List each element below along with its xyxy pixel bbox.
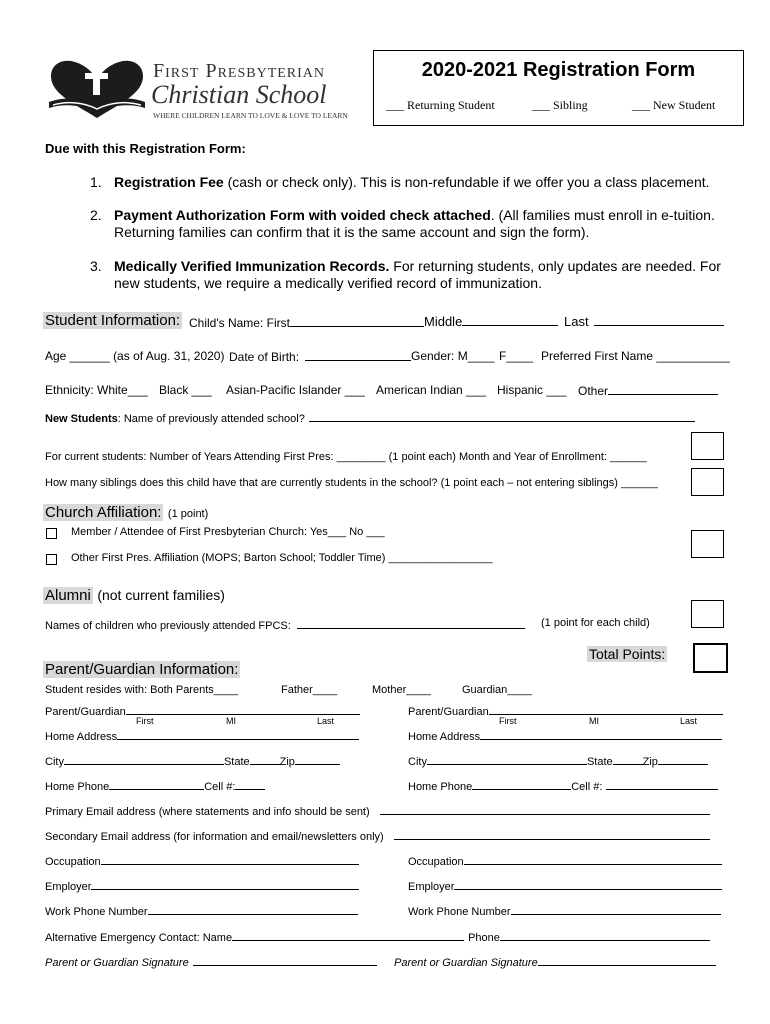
form-title: 2020-2021 Registration Form [421, 59, 696, 81]
ethnicity-white-field[interactable]: Ethnicity: White___ [45, 383, 148, 397]
parent2-name-field[interactable] [408, 703, 723, 718]
form-title-box [373, 50, 744, 126]
parent1-work-phone-field[interactable] [45, 903, 358, 918]
total-points-box[interactable] [693, 643, 728, 673]
ethnicity-other-field[interactable] [578, 383, 718, 398]
due-item-3 [90, 258, 730, 292]
due-item-text: (cash or check only). This is non-refundable if we offer you a class placement. [223, 174, 710, 190]
parent1-name-label: Parent/Guardian [45, 706, 126, 718]
childs-name-label: Child's Name: First [189, 316, 290, 330]
student-info-heading: Student Information: [45, 312, 181, 329]
parent1-occupation-field[interactable] [45, 853, 359, 868]
previous-school-label: : Name of previously attended school? [117, 413, 305, 425]
state-label: State [586, 756, 613, 768]
secondary-email-field[interactable] [45, 828, 710, 843]
parent1-signature-field[interactable] [45, 954, 377, 969]
parent1-employer-field[interactable] [45, 878, 359, 893]
due-item-2 [90, 207, 730, 241]
points-box-church[interactable] [691, 530, 724, 558]
alumni-names-label: Names of children who previously attended FPCS: [45, 620, 291, 632]
state-label: State [223, 756, 250, 768]
parent2-mi-hint: MI [589, 716, 599, 726]
previous-school-field[interactable] [45, 410, 695, 425]
heart-book-cross-icon [45, 58, 149, 124]
parent1-phones-field[interactable] [45, 778, 265, 793]
age-field[interactable]: Age ______ (as of Aug. 31, 2020) [45, 349, 225, 363]
parent2-first-hint: First [499, 716, 517, 726]
middle-label: Middle [424, 314, 463, 329]
preferred-name-field[interactable]: Preferred First Name ___________ [541, 349, 730, 363]
parent2-home-address-field[interactable] [408, 728, 722, 743]
primary-email-field[interactable] [45, 803, 710, 818]
work-phone-label: Work Phone Number [45, 906, 148, 918]
childs-name-first-field[interactable] [189, 315, 424, 330]
due-item-text: . (All families must enroll in e-tuition. Returning families can confirm that it is the same account and sign the form). [114, 207, 715, 240]
parent1-home-address-field[interactable] [45, 728, 359, 743]
resides-father-field[interactable]: Father____ [281, 684, 338, 696]
zip-label: Zip [642, 756, 658, 768]
parent1-name-field[interactable] [45, 703, 360, 718]
total-points-label: Total Points: [589, 646, 666, 662]
member-attendee-text: Member / Attendee of First Presbyterian Church: Yes___ No ___ [71, 526, 385, 538]
due-item-number: 2. [90, 207, 102, 223]
due-item-bold: Payment Authorization Form with voided check attached [114, 207, 491, 223]
work-phone-label: Work Phone Number [408, 906, 511, 918]
city-label: City [45, 756, 64, 768]
alumni-heading: Alumni [45, 587, 91, 604]
due-item-number: 3. [90, 258, 102, 274]
sibling-option[interactable]: ___ Sibling [532, 98, 588, 112]
occupation-label: Occupation [45, 856, 101, 868]
points-box-alumni[interactable] [691, 600, 724, 628]
home-address-label: Home Address [408, 731, 481, 743]
employer-label: Employer [408, 881, 455, 893]
employer-label: Employer [45, 881, 92, 893]
dob-field[interactable] [229, 349, 411, 364]
last-name-field[interactable] [564, 314, 724, 329]
due-item-bold: Medically Verified Immunization Records. [114, 258, 390, 274]
home-phone-label: Home Phone [45, 781, 110, 793]
alumni-points-note: (1 point for each child) [541, 617, 650, 629]
secondary-email-label: Secondary Email address (for information and email/newsletters only) [45, 831, 384, 843]
church-affiliation-header [43, 504, 208, 522]
ethnicity-black-field[interactable]: Black ___ [159, 383, 212, 397]
points-box-current-students[interactable] [691, 432, 724, 460]
ethnicity-american-indian-field[interactable]: American Indian ___ [376, 383, 487, 397]
home-phone-label: Home Phone [408, 781, 473, 793]
school-name-line1: First Presbyterian [153, 60, 326, 82]
parent2-signature-field[interactable] [394, 954, 716, 969]
parent1-mi-hint: MI [226, 716, 236, 726]
parent-guardian-heading: Parent/Guardian Information: [45, 661, 239, 678]
points-box-siblings[interactable] [691, 468, 724, 496]
due-item-text: For returning students, only updates are needed. For new students, we require a medically verified record of immunization. [114, 258, 721, 291]
parent1-first-hint: First [136, 716, 154, 726]
due-item-bold: Registration Fee [114, 174, 224, 190]
last-label: Last [564, 314, 589, 329]
parent1-city-state-zip-field[interactable] [45, 753, 340, 768]
signature-label: Parent or Guardian Signature [45, 957, 189, 969]
member-checkbox[interactable] [46, 528, 57, 539]
cell-label: Cell #: [204, 781, 236, 793]
current-students-years-field[interactable]: For current students: Number of Years Attending First Pres: ________ (1 point each) Month and Year of Enrollment: ______ [45, 451, 647, 463]
other-affiliation-checkbox[interactable] [46, 554, 57, 565]
parent2-name-label: Parent/Guardian [408, 706, 489, 718]
middle-name-field[interactable] [424, 314, 558, 329]
due-item-number: 1. [90, 174, 102, 190]
ethnicity-hispanic-field[interactable]: Hispanic ___ [497, 383, 567, 397]
cell-label: Cell #: [571, 781, 603, 793]
gender-f-field[interactable]: F____ [499, 349, 534, 363]
due-item-1 [90, 174, 730, 191]
alt-emergency-contact-field[interactable] [45, 929, 710, 944]
resides-mother-field[interactable]: Mother____ [372, 684, 431, 696]
alumni-header [43, 587, 225, 605]
parent2-last-hint: Last [680, 716, 698, 726]
siblings-count-field[interactable]: How many siblings does this child have that are currently students in the school? (1 point each – not entering siblings) ______ [45, 477, 658, 489]
church-points-note: (1 point) [167, 508, 209, 520]
resides-guardian-field[interactable]: Guardian____ [462, 684, 532, 696]
signature-label: Parent or Guardian Signature [394, 957, 538, 969]
parent2-city-state-zip-field[interactable] [408, 753, 708, 768]
new-students-label: New Students [45, 413, 118, 425]
resides-both-parents-field[interactable]: Student resides with: Both Parents____ [45, 684, 239, 696]
school-tagline: WHERE CHILDREN LEARN TO LOVE & LOVE TO LEARN [153, 111, 348, 120]
city-label: City [408, 756, 427, 768]
returning-student-option[interactable]: ___ Returning Student [386, 98, 495, 112]
church-affiliation-heading: Church Affiliation: [45, 504, 162, 521]
occupation-label: Occupation [408, 856, 464, 868]
primary-email-label: Primary Email address (where statements and info should be sent) [45, 806, 370, 818]
dob-label: Date of Birth: [229, 350, 300, 364]
new-student-option[interactable]: ___ New Student [632, 98, 716, 112]
ethnicity-asian-field[interactable]: Asian-Pacific Islander ___ [226, 383, 365, 397]
alt-phone-label: Phone [468, 932, 500, 944]
parent2-work-phone-field[interactable] [408, 903, 721, 918]
zip-label: Zip [279, 756, 295, 768]
alumni-names-field[interactable] [45, 617, 525, 632]
other-label: Other [578, 384, 609, 398]
parent2-occupation-field[interactable] [408, 853, 722, 868]
other-affiliation-text: Other First Pres. Affiliation (MOPS; Barton School; Toddler Time) _________________ [71, 552, 493, 564]
home-address-label: Home Address [45, 731, 118, 743]
alt-contact-label: Alternative Emergency Contact: Name [45, 932, 233, 944]
parent2-employer-field[interactable] [408, 878, 722, 893]
school-logo [45, 58, 355, 124]
parent1-last-hint: Last [317, 716, 335, 726]
alumni-subheading: (not current families) [97, 587, 225, 603]
due-heading: Due with this Registration Form: [45, 141, 246, 156]
school-name-line2: Christian School [151, 80, 327, 109]
parent2-phones-field[interactable] [408, 778, 718, 793]
gender-m-field[interactable]: Gender: M____ [411, 349, 495, 363]
